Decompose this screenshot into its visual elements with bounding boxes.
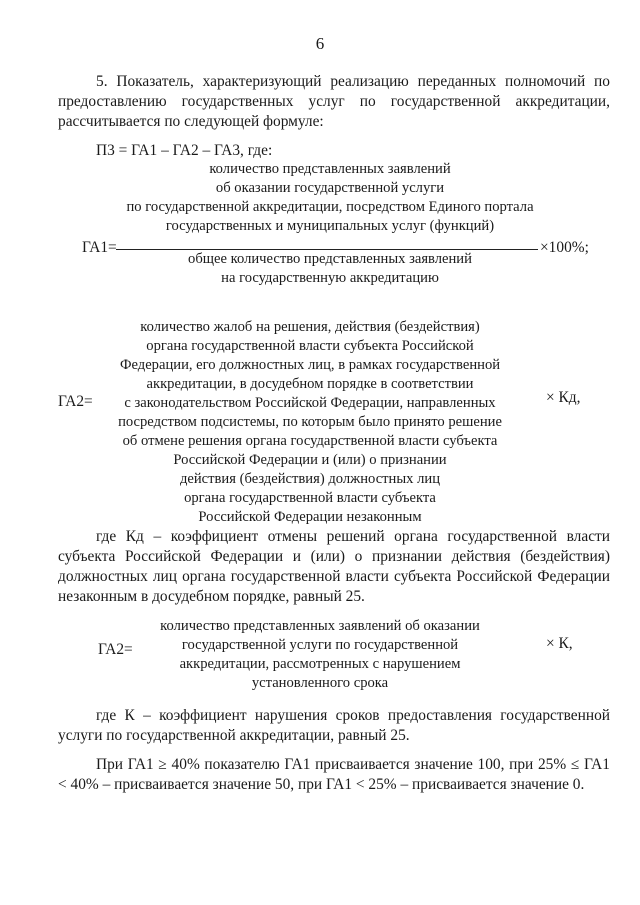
ga2-violations-label: ГА2=	[98, 641, 133, 658]
ga2-violations-line: государственной услуги по государственной	[181, 637, 459, 653]
ga2-appeals-text	[100, 318, 520, 527]
section-5-intro: 5. Показатель, характеризующий реализацию переданных полномочий по предоставлению государственных услуг по государственной аккредитации, рассчитывается по следующей формуле:	[58, 73, 610, 130]
page-number: 6	[315, 34, 325, 53]
ga1-label: ГА1=	[82, 239, 117, 256]
ga2-appeals-line: посредством подсистемы, по которым было принято решение	[118, 414, 502, 430]
ga2-appeals-line: количество жалоб на решения, действия (бездействия)	[140, 319, 480, 335]
ga2-appeals-line: Федерации, его должностных лиц, в рамках государственной	[119, 357, 501, 373]
kd-note: где Кд – коэффициент отмены решений органа государственной власти субъекта Российской Федерации и (или) о признании действия (бездействия) должностных лиц органа государственной власти субъекта Российской Федерации незаконным в досудебном порядке, равный 25.	[58, 528, 610, 605]
ga2-appeals-line: с законодательством Российской Федерации, направленных	[124, 395, 496, 411]
ga2-appeals-line: органа государственной власти субъекта Российской	[146, 338, 474, 354]
ga1-denominator-line: на государственную аккредитацию	[221, 270, 439, 286]
ga2-violations-line: установленного срока	[251, 675, 389, 691]
ga1-numerator-line: об оказании государственной услуги	[215, 180, 445, 196]
ga2-appeals-line: действия (бездействия) должностных лиц	[179, 471, 441, 487]
ga1-denominator-line: общее количество представленных заявлений	[188, 251, 472, 267]
ga1-numerator-line: государственных и муниципальных услуг (функций)	[165, 218, 495, 234]
formula-p3: П3 = ГА1 – ГА2 – ГА3, где:	[96, 142, 273, 159]
ga2-appeals-multiplier: × Кд,	[546, 389, 581, 406]
ga1-numerator	[110, 160, 550, 236]
ga2-violations-text	[130, 617, 510, 693]
ga2-appeals-line: органа государственной власти субъекта	[184, 490, 436, 506]
ga2-appeals-line: аккредитации, в досудебном порядке в соответствии	[146, 376, 474, 392]
ga2-appeals-line: Российской Федерации и (или) о признании	[173, 452, 447, 468]
final-note: При ГА1 ≥ 40% показателю ГА1 присваивается значение 100, при 25% ≤ ГА1 < 40% – присваивается значение 50, при ГА1 < 25% – присваивается значение 0.	[58, 756, 610, 793]
ga1-numerator-line: по государственной аккредитации, посредством Единого портала	[126, 199, 534, 215]
ga1-multiplier: ×100%;	[540, 239, 589, 256]
ga1-denominator	[110, 250, 550, 288]
ga2-violations-line: аккредитации, рассмотренных с нарушением	[179, 656, 461, 672]
ga2-appeals-line: об отмене решения органа государственной власти субъекта	[122, 433, 498, 449]
k-note: где К – коэффициент нарушения сроков предоставления государственной услуги по государственной аккредитации, равный 25.	[58, 707, 610, 744]
ga2-violations-multiplier: × К,	[546, 635, 573, 652]
ga2-violations-line: количество представленных заявлений об оказании	[160, 618, 480, 634]
ga2-appeals-line: Российской Федерации незаконным	[198, 509, 422, 525]
ga2-appeals-label: ГА2=	[58, 393, 93, 410]
ga1-numerator-line: количество представленных заявлений	[209, 161, 451, 177]
